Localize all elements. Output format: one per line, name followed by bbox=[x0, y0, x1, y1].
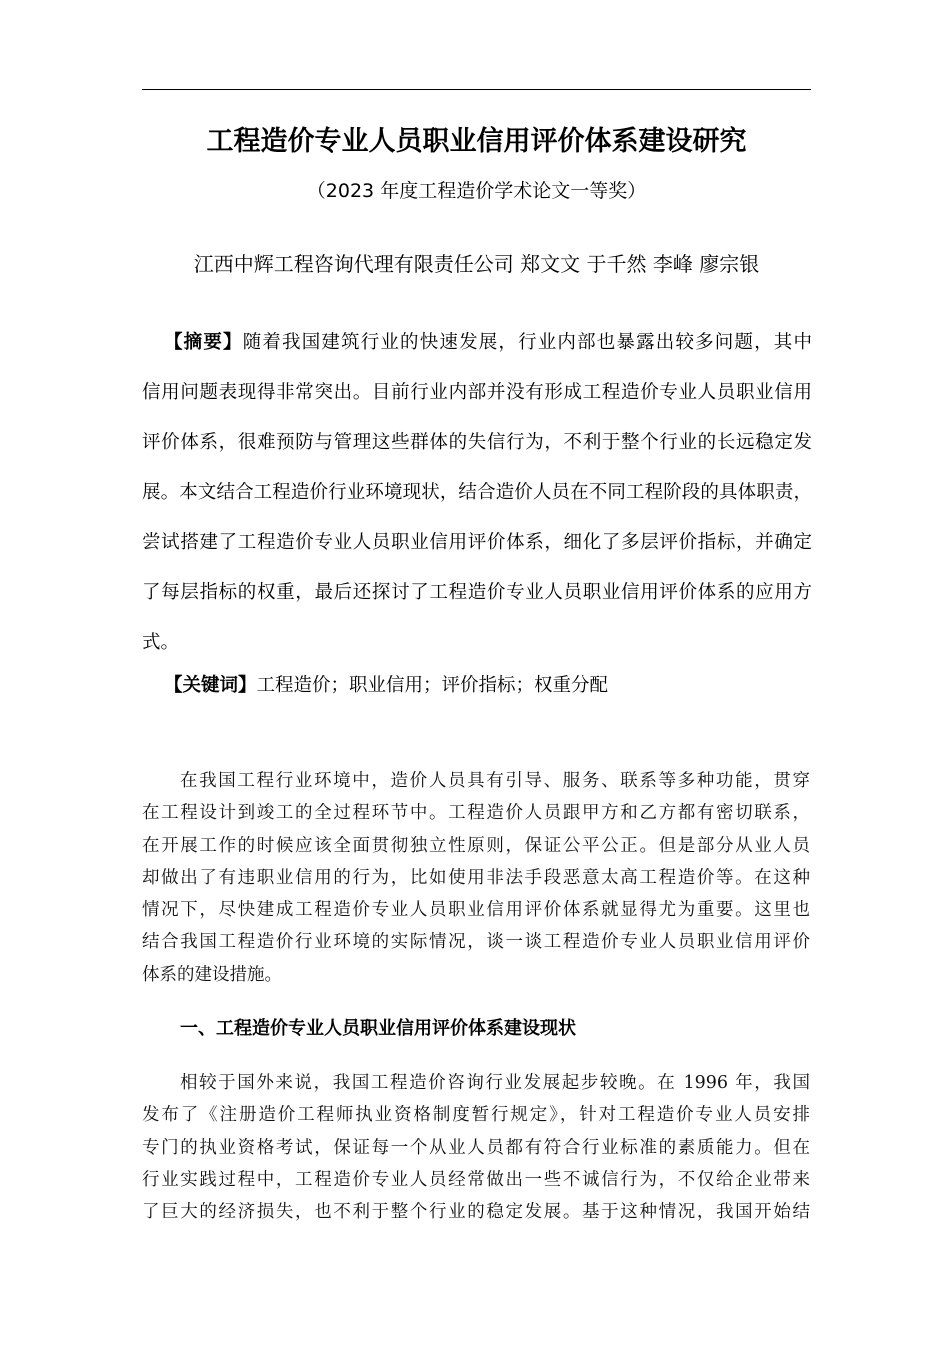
body-line: 在开展工作的时候应该全面贯彻独立性原则，保证公平公正。但是部分从业人员 bbox=[142, 835, 810, 856]
body-line: 发布了《注册造价工程师执业资格制度暂行规定》，针对工程造价专业人员安排 bbox=[142, 1105, 810, 1126]
abstract-line bbox=[142, 318, 812, 368]
body-line: 体系的建设措施。 bbox=[142, 964, 282, 985]
keywords-text: 工程造价；职业信用；评价指标；权重分配 bbox=[256, 675, 609, 696]
keywords-block bbox=[164, 668, 608, 704]
body-line: 行业实践过程中，工程造价专业人员经常做出一些不诚信行为，不仅给企业带来 bbox=[142, 1169, 810, 1190]
intro-paragraph bbox=[142, 765, 810, 991]
keywords-label: 【关键词】 bbox=[164, 675, 257, 696]
abstract-line: 展。本文结合工程造价行业环境现状，结合造价人员在不同工程阶段的具体职责， bbox=[142, 482, 812, 503]
abstract-line: 了每层指标的权重，最后还探讨了工程造价专业人员职业信用评价体系的应用方 bbox=[142, 582, 812, 603]
abstract-line: 评价体系，很难预防与管理这些群体的失信行为，不利于整个行业的长远稳定发 bbox=[142, 432, 812, 453]
body-line: 相较于国外来说，我国工程造价咨询行业发展起步较晚。在 1996 年，我国 bbox=[180, 1073, 810, 1093]
paper-title: 工程造价专业人员职业信用评价体系建设研究 bbox=[206, 126, 747, 157]
abstract-block bbox=[142, 318, 812, 668]
abstract-line: 信用问题表现得非常突出。目前行业内部并没有形成工程造价专业人员职业信用 bbox=[142, 382, 812, 403]
body-line: 在工程设计到竣工的全过程环节中。工程造价人员跟甲方和乙方都有密切联系， bbox=[142, 803, 810, 824]
abstract-label: 【摘要】 bbox=[164, 332, 243, 353]
section-heading: 一、工程造价专业人员职业信用评价体系建设现状 bbox=[180, 1018, 576, 1039]
body-line: 专门的执业资格考试，保证每一个从业人员都有符合行业标准的素质能力。但在 bbox=[142, 1137, 810, 1158]
paper-subtitle: （2023 年度工程造价学术论文一等奖） bbox=[306, 180, 647, 202]
body-line: 了巨大的经济损失，也不利于整个行业的稳定发展。基于这种情况，我国开始结 bbox=[142, 1202, 810, 1223]
section1-paragraph bbox=[142, 1067, 810, 1228]
abstract-line: 式。 bbox=[142, 632, 180, 653]
body-line: 情况下，尽快建成工程造价专业人员职业信用评价体系就显得尤为重要。这里也 bbox=[142, 900, 810, 921]
header-rule bbox=[142, 89, 811, 90]
paper-authors: 江西中辉工程咨询代理有限责任公司 郑文文 于千然 李峰 廖宗银 bbox=[193, 252, 760, 276]
body-line: 结合我国工程造价行业环境的实际情况，谈一谈工程造价专业人员职业信用评价 bbox=[142, 932, 810, 953]
abstract-line: 尝试搭建了工程造价专业人员职业信用评价体系，细化了多层评价指标，并确定 bbox=[142, 532, 812, 553]
abstract-text: 随着我国建筑行业的快速发展，行业内部也暴露出较多问题，其中 bbox=[242, 332, 812, 353]
body-line: 却做出了有违职业信用的行为，比如使用非法手段恶意太高工程造价等。在这种 bbox=[142, 867, 810, 888]
body-line: 在我国工程行业环境中，造价人员具有引导、服务、联系等多种功能，贯穿 bbox=[180, 771, 810, 791]
